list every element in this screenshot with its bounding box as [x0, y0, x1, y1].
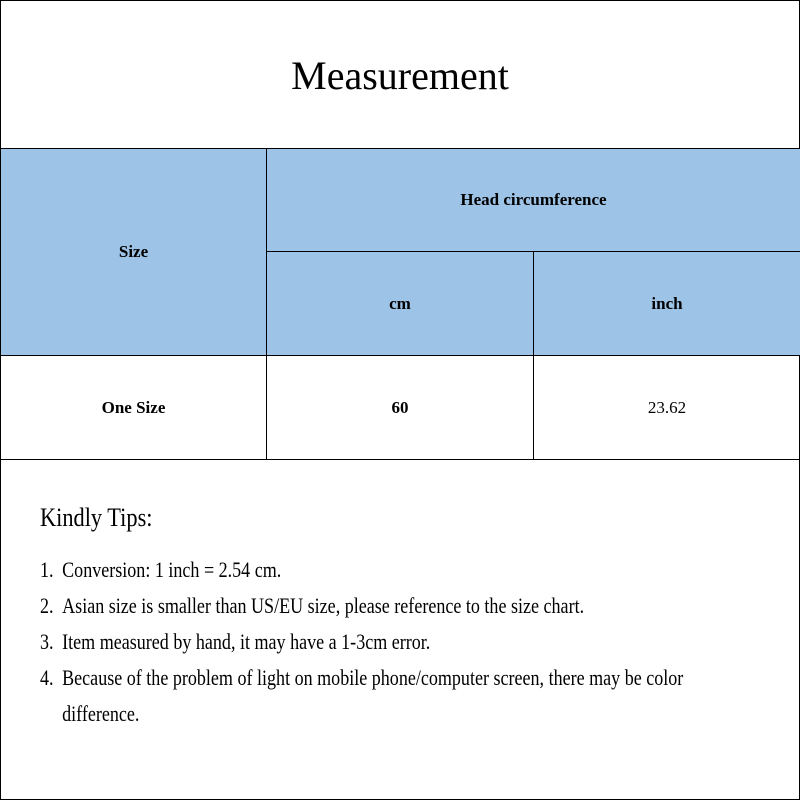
size-cell: One Size: [1, 356, 267, 460]
tip-number: 2.: [40, 593, 54, 618]
cm-column-header: cm: [267, 252, 534, 356]
tip-text: Because of the problem of light on mobile phone/computer screen, there may be color difference.: [62, 665, 684, 726]
tip-item: [40, 552, 710, 588]
tip-number: 4.: [40, 665, 54, 690]
tip-text: Item measured by hand, it may have a 1-3cm error.: [62, 629, 431, 654]
head-circumference-header: Head circumference: [267, 149, 800, 252]
tip-item: [40, 588, 710, 624]
tip-item: [40, 624, 710, 660]
inch-column-header: inch: [534, 252, 800, 356]
tip-number: 1.: [40, 557, 54, 582]
size-chart-table: [0, 148, 800, 460]
table-row: [1, 356, 800, 460]
cm-value-cell: 60: [267, 356, 534, 460]
tip-text: Conversion: 1 inch = 2.54 cm.: [62, 557, 282, 582]
tip-item: [40, 660, 710, 732]
tips-heading: Kindly Tips:: [40, 503, 153, 532]
tips-section: [40, 498, 760, 732]
size-column-header: Size: [1, 149, 267, 356]
tip-number: 3.: [40, 629, 54, 654]
tip-text: Asian size is smaller than US/EU size, please reference to the size chart.: [62, 593, 585, 618]
page-title: Measurement: [291, 53, 509, 98]
inch-value-cell: 23.62: [534, 356, 800, 460]
table-header-row: [1, 149, 800, 252]
